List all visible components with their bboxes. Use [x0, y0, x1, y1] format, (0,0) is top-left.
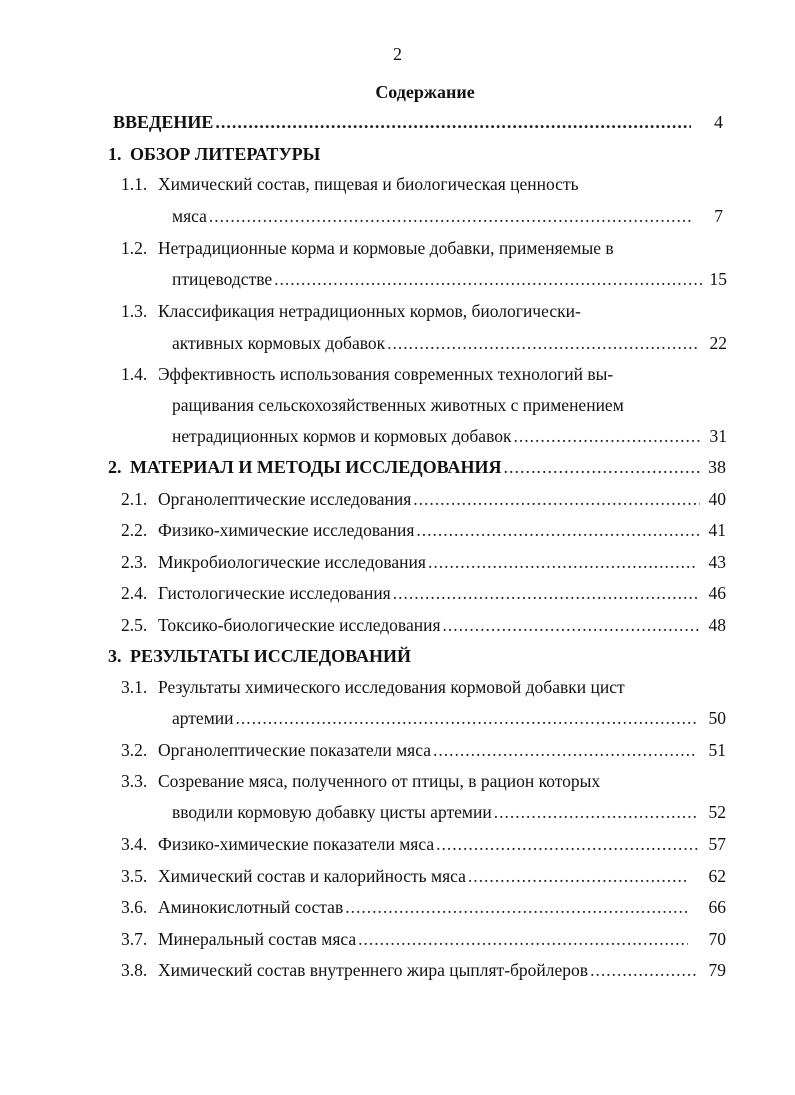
toc-entry-number: 3.5. [121, 866, 148, 886]
toc-entry-number: 2.5. [121, 615, 148, 635]
toc-page-number: 31 [709, 426, 727, 446]
leader-dots [345, 897, 688, 918]
toc-page-number: 57 [708, 834, 726, 854]
toc-page-number: 79 [708, 960, 726, 980]
toc-entry-3-3[interactable] [121, 771, 726, 801]
toc-entry-text: активных кормовых добавок [172, 333, 386, 353]
toc-entry-number: 2.2. [121, 520, 148, 540]
toc-entry-text: Нетрадиционные корма и кормовые добавки, применяемые в [158, 238, 614, 258]
toc-entry-number: 2. [108, 457, 122, 477]
toc-page-number: 41 [708, 520, 726, 540]
toc-entry-3-1[interactable] [121, 677, 726, 707]
toc-entry-3-6[interactable] [121, 897, 726, 927]
toc-page-number: 51 [708, 740, 726, 760]
toc-page-number: 62 [708, 866, 726, 886]
toc-page-number: 38 [708, 457, 726, 477]
toc-entry-2-4[interactable] [121, 583, 726, 613]
toc-page-number: 70 [708, 929, 726, 949]
toc-entry-text: Токсико-биологические исследования [158, 615, 441, 635]
toc-entry-1-4[interactable] [121, 364, 721, 394]
toc-entry-3-3-cont[interactable] [172, 802, 726, 832]
toc-entry-text: Результаты химического исследования кормовой добавки цист [158, 677, 625, 697]
toc-entry-1-4-cont2[interactable] [172, 426, 727, 456]
toc-entry-number: 2.3. [121, 552, 148, 572]
toc-entry-number: 1.3. [121, 301, 148, 321]
leader-dots [433, 740, 696, 761]
toc-entry-text: Классификация нетрадиционных кормов, биологически- [158, 301, 581, 321]
toc-entry-number: 1. [108, 144, 122, 164]
toc-page-number: 40 [708, 489, 726, 509]
toc-entry-text: Физико-химические показатели мяса [158, 834, 435, 854]
toc-page-number: 50 [708, 708, 726, 728]
toc-page-number: 7 [714, 206, 723, 226]
toc-entry-number: 3.7. [121, 929, 148, 949]
toc-entry-number: 2.4. [121, 583, 148, 603]
toc-entry-text: вводили кормовую добавку цисты артемии [172, 802, 492, 822]
toc-entry-1-4-cont[interactable] [172, 395, 727, 425]
leader-dots [443, 615, 700, 636]
toc-entry-1-1-cont[interactable] [172, 206, 723, 236]
toc-entry-text: Гистологические исследования [158, 583, 391, 603]
toc-entry-1-3-cont[interactable] [172, 333, 727, 363]
toc-entry-text: Аминокислотный состав [158, 897, 344, 917]
leader-dots [513, 426, 701, 447]
toc-entry-2-3[interactable] [121, 552, 726, 582]
toc-entry-text: МАТЕРИАЛ И МЕТОДЫ ИССЛЕДОВАНИЯ [130, 457, 502, 477]
toc-entry-1-2-cont[interactable] [172, 269, 727, 299]
toc-entry-2-1[interactable] [121, 489, 726, 519]
leader-dots [387, 333, 699, 354]
leader-dots [209, 206, 691, 227]
toc-entry-intro[interactable] [113, 112, 723, 142]
leader-dots [416, 520, 700, 541]
toc-entry-text: Органолептические показатели мяса [158, 740, 431, 760]
leader-dots [236, 708, 696, 729]
leader-dots [590, 960, 696, 981]
toc-entry-text: Минеральный состав мяса [158, 929, 357, 949]
toc-entry-number: 3.3. [121, 771, 148, 791]
toc-entry-text: ОБЗОР ЛИТЕРАТУРЫ [130, 144, 321, 164]
toc-entry-text: птицеводстве [172, 269, 273, 289]
toc-entry-text: ВВЕДЕНИЕ [113, 112, 214, 132]
toc-entry-number: 3.1. [121, 677, 148, 697]
toc-entry-1-2[interactable] [121, 238, 721, 268]
page-number: 2 [393, 44, 402, 64]
toc-page-number: 22 [709, 333, 727, 353]
toc-entry-3-2[interactable] [121, 740, 726, 770]
toc-entry-number: 1.1. [121, 174, 148, 194]
toc-entry-3-5[interactable] [121, 866, 726, 896]
leader-dots [274, 269, 703, 290]
toc-entry-text: артемии [172, 708, 234, 728]
toc-entry-1-1[interactable] [121, 174, 721, 204]
leader-dots [468, 866, 688, 887]
leader-dots [413, 489, 700, 510]
toc-entry-3-1-cont[interactable] [172, 708, 726, 738]
leader-dots [503, 457, 700, 478]
toc-section-1[interactable] [108, 144, 718, 174]
leader-dots [358, 929, 688, 950]
leader-dots [436, 834, 700, 855]
toc-entry-number: 3.4. [121, 834, 148, 854]
toc-entry-2-5[interactable] [121, 615, 726, 645]
toc-entry-3-4[interactable] [121, 834, 726, 864]
toc-entry-number: 3.6. [121, 897, 148, 917]
toc-entry-text: Химический состав и калорийность мяса [158, 866, 466, 886]
toc-entry-number: 2.1. [121, 489, 148, 509]
toc-entry-number: 1.2. [121, 238, 148, 258]
toc-entry-text: Созревание мяса, полученного от птицы, в рацион которых [158, 771, 601, 791]
toc-page-number: 48 [708, 615, 726, 635]
leader-dots [215, 112, 691, 133]
leader-dots [494, 802, 696, 823]
toc-entry-number: 3.2. [121, 740, 148, 760]
page-title: Содержание [375, 82, 475, 102]
toc-entry-text: Эффективность использования современных технологий вы- [158, 364, 614, 384]
toc-page-number: 43 [708, 552, 726, 572]
toc-entry-text: мяса [172, 206, 207, 226]
toc-entry-text: нетрадиционных кормов и кормовых добавок [172, 426, 512, 446]
toc-entry-text: ращивания сельскохозяйственных животных с применением [172, 395, 624, 415]
toc-entry-text: Химический состав внутреннего жира цыплят-бройлеров [158, 960, 589, 980]
toc-section-2[interactable] [108, 457, 726, 487]
toc-entry-text: Физико-химические исследования [158, 520, 415, 540]
toc-page-number: 15 [709, 269, 727, 289]
toc-entry-3-7[interactable] [121, 929, 726, 959]
toc-page-number: 4 [714, 112, 723, 132]
toc-page-number: 46 [708, 583, 726, 603]
toc-entry-number: 1.4. [121, 364, 148, 384]
toc-entry-3-8[interactable] [121, 960, 726, 990]
toc-entry-text: Микробиологические исследования [158, 552, 426, 572]
toc-entry-text: Химический состав, пищевая и биологическая ценность [158, 174, 579, 194]
toc-page-number: 66 [708, 897, 726, 917]
leader-dots [393, 583, 700, 604]
toc-entry-1-3[interactable] [121, 301, 721, 331]
leader-dots [428, 552, 696, 573]
toc-entry-number: 3. [108, 646, 122, 666]
toc-entry-text: РЕЗУЛЬТАТЫ ИССЛЕДОВАНИЙ [130, 646, 412, 666]
toc-entry-text: Органолептические исследования [158, 489, 412, 509]
toc-entry-2-2[interactable] [121, 520, 726, 550]
toc-page-number: 52 [708, 802, 726, 822]
toc-entry-number: 3.8. [121, 960, 148, 980]
toc-section-3[interactable] [108, 646, 726, 676]
